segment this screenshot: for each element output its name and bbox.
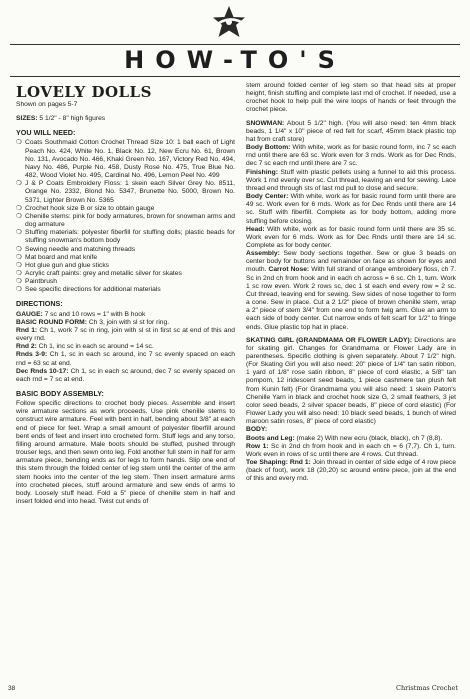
direction-line: Rnds 3-9: Ch 1, sc in each sc around, inc 7 sc evenly spaced on each rnd = 63 sc at end. [16,351,236,367]
snowman-paragraph: Assembly: Sew body sections together. Sew or glue 3 beads on center body for buttons and remainder on face as shown for eyes and mouth. Carrot Nose: With full strand of orange embroidery floss, ch 7. Sc in 2nd ch from hook and in each ch across = 6 sc. Ch 1, turn. Work 1 sc row even. Work 2 rows sc, dec 1 st each end every row = 2 sc. Cut thread, leaving end for sewing. Sew sides of nose together to form a cone. Sew in place. Cut a 2 1/2" piece of brown chenille stem, wrap a 2" piece of stem 3/4" from one end to form twig arm. Glue an arm to each side of body center. Cut narrow ends of felt scarf for 1/2" to fringe ends. Glue plastic top hat in place. [246,250,456,331]
materials-list [16,139,235,294]
article-title: LOVELY DOLLS [16,83,152,101]
you-will-need-heading: YOU WILL NEED: [16,128,76,138]
materials-item: ❍ Acrylic craft paints: grey and metallic silver for skates [16,269,182,277]
skating-girl-paragraph: Boots and Leg: (make 2) With new ecru (black, black), ch 7 (8,8). [246,434,443,442]
section-title: HOW-TO'S [124,46,346,74]
header-rule-bottom [10,76,460,77]
materials-item: ❍ Coats Southmaid Cotton Crochet Thread Size 10: 1 ball each of Light Peach No. 424, White No. 1, Black No. 12, New Ecru No. 61, Brown No. 131, Avocado No. 466, Khaki Green No. 167, Victory Red No. 494, Navy No. 486, Purple No. 458, Dusty Rose No. 475, True Blue No. 482, Wood Violet No. 495, Cardinal No. 496, Lemon Peel No. 499 [16,139,235,180]
snowman-paragraph: Body Center: With white, work as for basic round form until there are 49 sc. Work even for 6 rnds. Work as for Dec Rnds until there are 14 sc. Stuff with fiberfill. Complete as for body bottom, adding more stuffing before closing. [246,193,456,225]
basic-body-text: Follow specific directions to crochet body pieces. Assemble and insert wire armature sections as work proceeds. Use pink chenille stems to construct wire armature. Feel with bent in half, bending about 3/8" at each end of piece for feet. Wrap a small amount of polyester fiberfill around bent ends of feet and insert into crocheted form. Stuff legs and any torso, filling around armature. Male boots should be stuffed, pushed through trouser legs, and then sewn onto leg. Fold another full stem in half for arm armature piece, bending ends as for legs to form hands. Slip one end of this stem through the folded center of leg stem until the center of the arm stem hooks into the center of the leg stem. Then insert armature arms into crocheted pieces, stuff around armature and sew ends of arms to body. Loosely stuff head. Fold a 5" piece of chenille stem in half and insert folded end into head. Twist cut ends of [16,400,235,506]
direction-line: Dec Rnds 10-17: Ch 1, sc in each sc around, dec 7 sc evenly spaced on each rnd = 7 sc at end. [16,367,235,383]
skating-girl-paragraph: Toe Shaping: Rnd 1: Join thread in center of side edge of 4 row piece (back of foot), work 18 (20,20) sc around entire piece, join at the end of this and every rnd. [246,459,456,483]
continued-text: stem around folded center of leg stem so that head sits at proper height, finish stuffing and complete last rnd of crochet. If needed, use a crochet hook to help pull the wire loops of hands or feet through the crochet piece. [246,82,456,114]
magazine-name: Christmas Crochet [395,684,458,692]
direction-line: BASIC ROUND FORM: Ch 3, join with sl st for ring. [16,318,170,326]
sizes-line [16,115,235,123]
snowman-paragraph: Body Bottom: With white, work as for basic round form, inc 7 sc each rnd until there are 63 sc. Work even for 3 rnds. Work as for Dec Rnds, dec 7 sc each rnd until there are 7 sc. [246,144,456,168]
header-rule-top [10,44,460,45]
bullet-icon: ❍ [16,278,22,286]
sizes-label: SIZES: [16,115,38,123]
bullet-icon: ❍ [16,180,22,188]
bullet-icon: ❍ [16,261,22,269]
bullet-icon: ❍ [16,229,22,237]
materials-item: ❍ Stuffing materials: polyester fiberfill for stuffing dolls; plastic beads for stuffing snowman's bottom body [16,229,235,245]
right-column [246,82,456,484]
direction-line: Rnd 1: Ch 1, work 7 sc in ring, join with sl st in first sc at end of this and every rnd. [16,326,236,343]
star-logo-icon [209,4,249,40]
sizes-text: 5 1/2" - 8" high figures [39,115,106,123]
skating-girl-paragraph: SKATING GIRL (GRANDMAMA OR FLOWER LADY): Directions are for skating girl. Changes for Grandmama or Flower Lady are in parentheses. Specific clothing is given separately. About 7 1/2" high. (For Skating Girl you will also need: 20" piece of 1/4" tan satin ribbon, 1 yard of 1/8" rose satin ribbon, 8" piece of cord elastic, a 5/8" tan pompom, 12 iridescent seed beads, 1 piece cashmere tan plush felt from Kunin felt) (For Grandmama you will also need: 1 skein Paton's Chenille Yarn in black and crochet hook size G, 2 small feathers, 3 jet color seed beads, 2 silver spacer beads, 8" piece of cord elastic) (For Flower Lady you will also need: 10 black seed beads, 1 bunch of wired maroon satin roses, 8" piece of cord elastic) [246,336,456,426]
materials-item: ❍ Hot glue gun and glue sticks [16,261,110,269]
snowman-paragraph: SNOWMAN: About 5 1/2" high. (You will also need: ten 4mm black beads, 1 1/4" x 10" piece of red felt for scarf, 45mm black plastic top hat from craft store) [246,119,456,143]
materials-item: ❍ Crochet hook size B or size to obtain gauge [16,204,155,212]
bullet-icon: ❍ [16,269,22,277]
materials-item: ❍ Sewing needle and matching threads [16,245,136,253]
left-column [16,84,235,506]
bullet-icon: ❍ [16,245,22,253]
bullet-icon: ❍ [16,212,22,220]
direction-line: Rnd 2: Ch 1, inc sc in each sc around = 14 sc. [16,343,154,351]
shown-on-text: Shown on pages 5-7 [16,101,78,108]
bullet-icon: ❍ [16,204,22,212]
page-number: 38 [8,685,16,692]
snowman-paragraph: Finishing: Stuff with plastic pellets using a funnel to aid this process. Work 1 rnd evenly over sc. Cut thread, leaving an end for sewing. Lace thread end through sts of last rnd pull to close and secure. [246,168,456,192]
bullet-icon: ❍ [16,253,22,261]
directions-heading: DIRECTIONS: [16,299,63,309]
bullet-icon: ❍ [16,139,22,147]
body-heading: BODY: [246,426,268,434]
materials-item: ❍ See specific directions for additional materials [16,286,161,294]
materials-item: ❍ Paintbrush [16,278,57,286]
snowman-paragraph: Head: With white, work as for basic round form until there are 35 sc. Work even for 6 rnds. Work as for Dec Rnds until there are 14 sc. Complete as for body center. [246,225,457,249]
materials-item: ❍ J & P Coats Embroidery Floss: 1 skein each Silver Grey No. 8511, Orange No. 2332, Blond No. 5347, Brunette No. 5000, Brown No. 5371, Lighter Brown No. 5365 [16,180,235,204]
basic-body-heading: BASIC BODY ASSEMBLY: [16,389,104,398]
bullet-icon: ❍ [16,286,22,294]
materials-item: ❍ Mat board and mat knife [16,253,98,261]
materials-item: ❍ Chenille stems: pink for body armatures, brown for snowman arms and dog armature [16,212,235,229]
direction-line: GAUGE: 7 sc and 10 rows = 1" with B hook [16,310,146,318]
skating-girl-paragraph: Row 1: Sc in 2nd ch from hook and in each ch = 6 (7,7). Ch 1, turn. Work even in rows of sc until there are 4 rows. Cut thread. [246,442,456,458]
